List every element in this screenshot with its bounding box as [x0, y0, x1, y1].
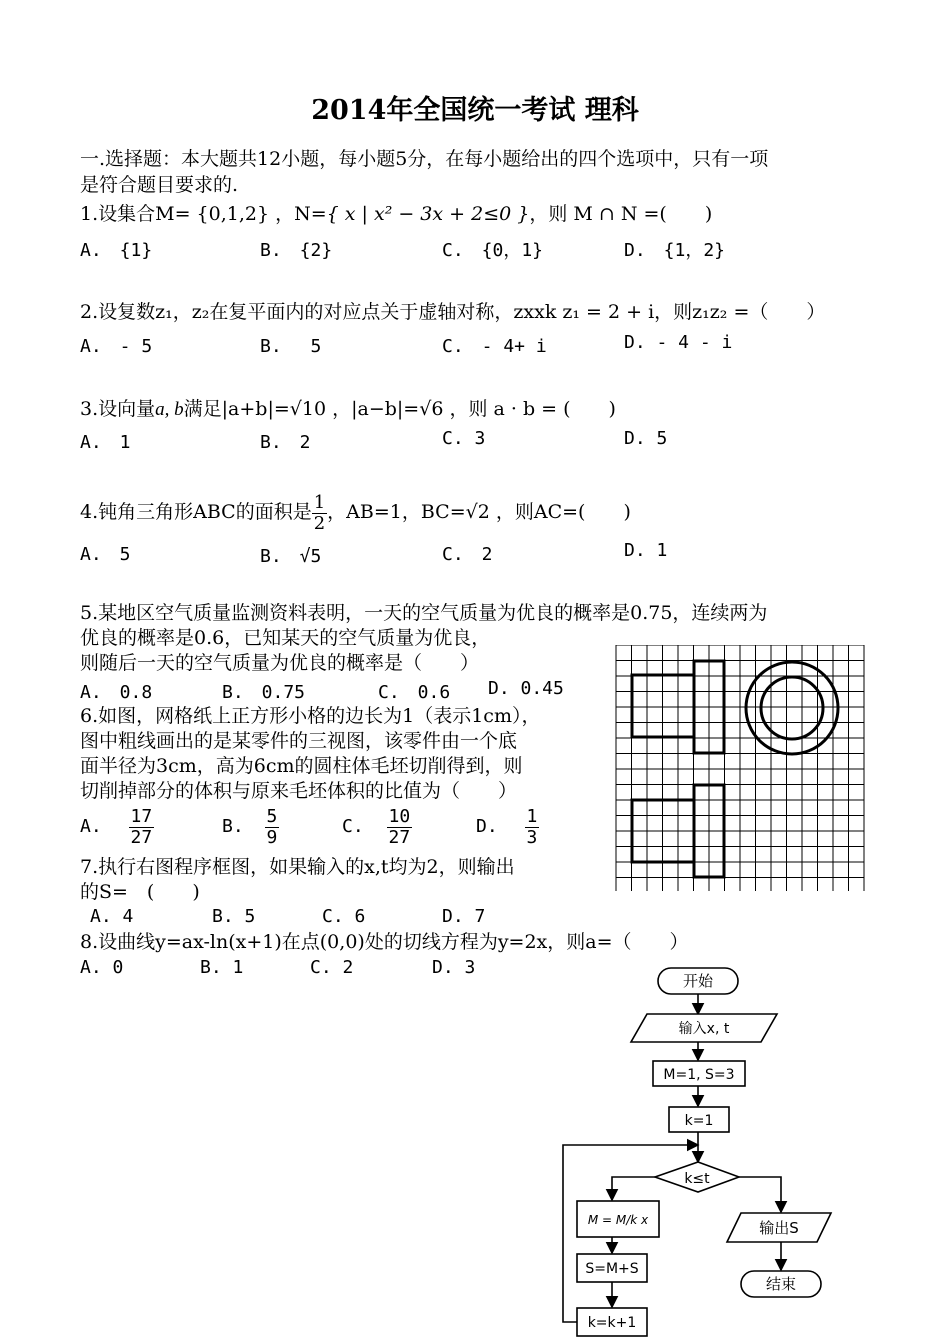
- q4-fraction: [312, 493, 327, 534]
- section-heading-line1: 一.选择题：本大题共12小题，每小题5分，在每小题给出的四个选项中，只有一项: [80, 148, 769, 170]
- q1-stem-b: ，则 M ∩ N =( ): [529, 203, 713, 225]
- q7-option-d: D. 7: [442, 906, 486, 927]
- q8-option-a: A. 0: [80, 957, 124, 978]
- page-title: 2014年全国统一考试 理科: [311, 95, 639, 126]
- q3-option-b: B. 2: [260, 432, 311, 453]
- q8-option-c: C. 2: [310, 957, 354, 978]
- q3-option-c: C. 3: [442, 428, 486, 449]
- q4-stem: [80, 491, 631, 534]
- q6-option-c-frac: [387, 807, 413, 848]
- q1-option-b: B. {2}: [260, 240, 333, 261]
- q8-option-d: D. 3: [432, 957, 476, 978]
- q5-line1: 5.某地区空气质量监测资料表明，一天的空气质量为优良的概率是0.75，连续两为: [80, 602, 768, 624]
- flow-k-update-node: [577, 1308, 647, 1336]
- q4-option-d: D. 1: [624, 540, 668, 561]
- q6-line3: 面半径为3cm，高为6cm的圆柱体毛坯切削得到，则: [80, 755, 523, 777]
- program-flowchart: [555, 962, 845, 1338]
- q6-option-d-label: D.: [476, 816, 498, 837]
- q2-stem: 2.设复数z₁，z₂在复平面内的对应点关于虚轴对称，zxxk z₁ = 2 + i，则z₁z₂ =（ ）: [80, 301, 826, 323]
- q3-vars: a, b: [155, 399, 184, 420]
- q4-stem-a: 4.钝角三角形ABC的面积是: [80, 501, 312, 523]
- q6-b-num: 5: [266, 805, 278, 827]
- q5-option-a: A. 0.8: [80, 682, 153, 703]
- flow-m-update-node: [577, 1201, 659, 1237]
- q4-option-b: B. √5: [260, 546, 322, 567]
- flow-output-node: [727, 1213, 831, 1242]
- q6-c-den: 27: [388, 826, 411, 848]
- flow-end-node: [741, 1271, 821, 1297]
- q6-d-num: 1: [526, 805, 538, 827]
- q6-d-den: 3: [526, 826, 538, 848]
- q6-option-b-frac: [265, 807, 280, 848]
- q2-option-a: A. - 5: [80, 336, 153, 357]
- q4-option-a: A. 5: [80, 544, 131, 565]
- q8-stem: 8.设曲线y=ax-ln(x+1)在点(0,0)处的切线方程为y=2x，则a=（ ）: [80, 931, 689, 953]
- q1-option-c: C. {0，1}: [442, 240, 544, 261]
- q7-option-a: A. 4: [90, 906, 134, 927]
- flow-m-update-label: M = M/k x: [587, 1213, 649, 1227]
- q4-frac-num: 1: [313, 491, 326, 513]
- flow-s-update-node: [577, 1254, 647, 1282]
- q5-line3: 则随后一天的空气质量为优良的概率是（ ）: [80, 652, 480, 674]
- q6-a-num: 17: [130, 805, 153, 827]
- q8-option-b: B. 1: [200, 957, 244, 978]
- q5-option-b: B. 0.75: [222, 682, 306, 703]
- q6-option-b-label: B.: [222, 816, 244, 837]
- q6-option-c: [342, 805, 412, 849]
- q5-line2: 优良的概率是0.6，已知某天的空气质量为优良，: [80, 627, 491, 649]
- q5-option-c: C. 0.6: [378, 682, 451, 703]
- q4-frac-den: 2: [313, 512, 326, 534]
- q6-option-a-frac: [129, 807, 155, 848]
- flow-s-update-label: S=M+S: [585, 1261, 639, 1277]
- flow-init-node: [653, 1061, 745, 1086]
- q6-option-c-label: C.: [342, 816, 364, 837]
- q4-option-c: C. 2: [442, 544, 493, 565]
- q2-option-b: B. 5: [260, 336, 322, 357]
- q6-option-d-frac: [525, 807, 540, 848]
- flow-output-label: 输出S: [759, 1219, 799, 1237]
- q7-line1: 7.执行右图程序框图，如果输入的x,t均为2，则输出: [80, 856, 515, 878]
- three-view-diagram: [612, 645, 866, 891]
- q4-stem-b: ，AB=1，BC=√2 ，则AC=( ): [327, 501, 631, 523]
- q1-stem-a: 1.设集合M= {0,1,2} ，N=: [80, 203, 327, 225]
- q3-stem: [80, 397, 616, 422]
- q6-c-num: 10: [388, 805, 411, 827]
- q6-line4: 切削掉部分的体积与原来毛坯体积的比值为（ ）: [80, 780, 518, 802]
- flow-start-node: [658, 968, 738, 994]
- q3-stem-b: 满足|a+b|=√10 ，|a−b|=√6 ，则 a · b = ( ): [183, 398, 616, 420]
- q5-option-d: D. 0.45: [488, 678, 564, 699]
- flow-k-init-label: k=1: [684, 1113, 714, 1129]
- flow-condition-label: k≤t: [684, 1171, 710, 1187]
- section-heading-line2: 是符合题目要求的.: [80, 174, 239, 196]
- q7-line2: 的S= ( ): [80, 881, 200, 903]
- q2-option-c: C. - 4+ i: [442, 336, 547, 357]
- q6-option-d: [476, 805, 539, 849]
- flow-start-label: 开始: [682, 972, 714, 990]
- q1-option-d: D. {1，2}: [624, 240, 726, 261]
- q1-set-n: { x | x² − 3x + 2≤0 }: [326, 203, 530, 225]
- grid-paper: [616, 645, 864, 891]
- flow-end-label: 结束: [765, 1275, 797, 1293]
- q7-option-b: B. 5: [212, 906, 256, 927]
- q6-option-a-label: A.: [80, 816, 102, 837]
- q1-stem: [80, 202, 712, 226]
- flow-k-update-label: k=k+1: [587, 1315, 637, 1331]
- q6-line1: 6.如图，网格纸上正方形小格的边长为1（表示1cm），: [80, 705, 541, 727]
- side-view: [746, 662, 838, 754]
- q7-option-c: C. 6: [322, 906, 366, 927]
- flow-k-init-node: [669, 1107, 729, 1132]
- q1-option-a: A. {1}: [80, 240, 153, 261]
- q3-option-a: A. 1: [80, 432, 131, 453]
- q3-option-d: D. 5: [624, 428, 668, 449]
- flow-input-label: 输入x, t: [678, 1021, 730, 1037]
- q6-a-den: 27: [130, 826, 153, 848]
- q2-option-d: D. - 4 - i: [624, 332, 733, 353]
- q6-b-den: 9: [266, 826, 278, 848]
- q6-option-b: [222, 805, 279, 849]
- q3-stem-a: 3.设向量: [80, 398, 156, 420]
- flow-input-node: [631, 1014, 777, 1042]
- q6-line2: 图中粗线画出的是某零件的三视图，该零件由一个底: [80, 730, 518, 752]
- flow-condition-node: [655, 1162, 739, 1192]
- q6-option-a: [80, 805, 154, 849]
- flow-init-label: M=1, S=3: [663, 1067, 735, 1083]
